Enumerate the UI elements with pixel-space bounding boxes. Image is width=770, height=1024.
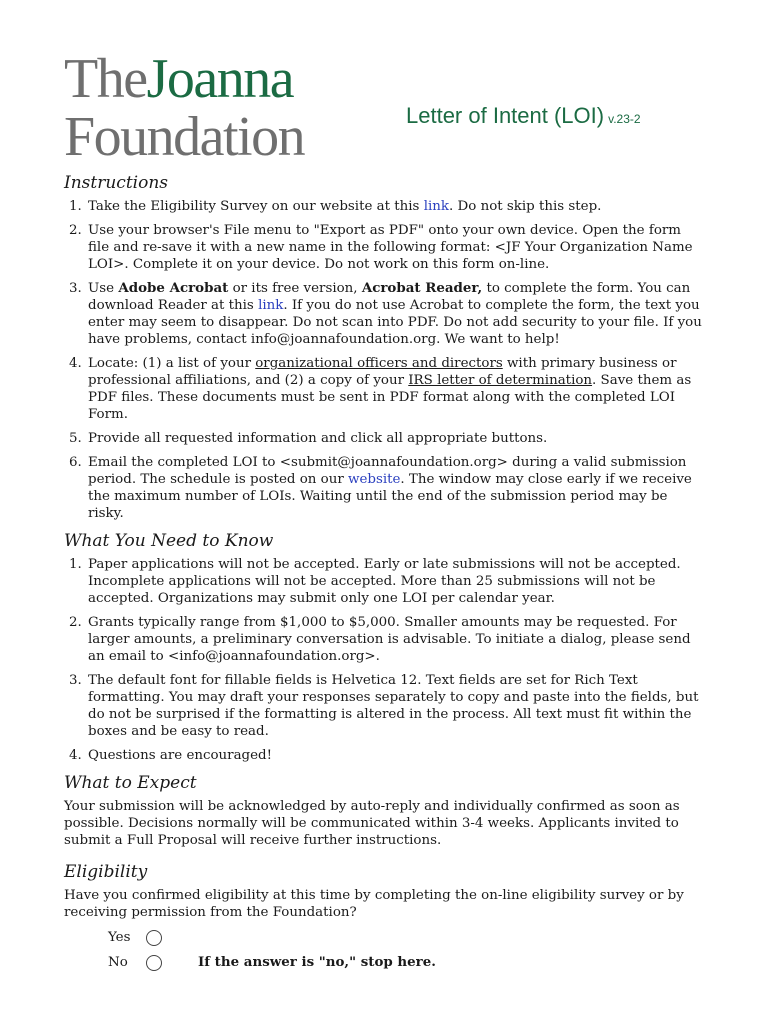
need-item-2: 2. Grants typically range from $1,000 to $5,000. Smaller amounts may be requested. For larger amounts, a preliminary conversation is advisable. To initiate a dialog, please send an email to <info@joannafoundation.org>.: [86, 614, 704, 665]
form-title-text: Letter of Intent (LOI): [406, 103, 605, 128]
form-content: [64, 172, 704, 975]
instruction-item-3: 3. Use Adobe Acrobat or its free version, Acrobat Reader, to complete the form. You can download Reader at this link. If you do not use Acrobat to complete the form, the text you enter may seem to disappear. Do not scan into PDF. Do not add security to your file. If you have problems, contact info@joannafoundation.org. We want to help!: [86, 280, 704, 348]
instruction-item-4: 4. Locate: (1) a list of your organizational officers and directors with primary business or professional affiliations, and (2) a copy of your IRS letter of determination. Save them as PDF files. These documents must be sent in PDF format along with the completed LOI Form.: [86, 355, 704, 423]
logo-foundation: Foundation: [64, 106, 305, 168]
expect-text: Your submission will be acknowledged by auto-reply and individually confirmed as soon as possible. Decisions normally will be communicated within 3-4 weeks. Applicants invited to submit a Full Proposal will receive further instructions.: [64, 799, 680, 848]
no-label: No: [108, 955, 128, 970]
logo-joanna: Joanna: [146, 48, 294, 110]
schedule-website-link[interactable]: website: [347, 472, 401, 487]
no-radio[interactable]: [146, 955, 162, 971]
instructions-list: [64, 198, 704, 522]
form-version: v.23-2: [608, 112, 641, 126]
need-item-1: 1. Paper applications will not be accepted. Early or late submissions will not be accepted. Incomplete applications will not be accepted. More than 25 submissions will not be accepted. Organizations may submit only one LOI per calendar year.: [86, 556, 704, 607]
reader-download-link[interactable]: link: [258, 298, 284, 313]
eligibility-no-option: [108, 950, 704, 975]
instruction-item-1: 1. Take the Eligibility Survey on our website at this link. Do not skip this step.: [86, 198, 704, 215]
eligibility-heading: Eligibility: [64, 862, 148, 882]
form-title: [406, 103, 641, 129]
instruction-item-6: 6. Email the completed LOI to <submit@joannafoundation.org> during a valid submission period. The schedule is posted on our website. The window may close early if we receive the maximum number of LOIs. Waiting until the end of the submission period may be risky.: [86, 454, 704, 522]
need-item-3: 3. The default font for fillable fields is Helvetica 12. Text fields are set for Rich Text formatting. You may draft your responses separately to copy and paste into the fields, but do not be surprised if the formatting is altered in the process. All text must fit within the boxes and be easy to read.: [86, 672, 704, 740]
eligibility-options: [108, 925, 704, 975]
yes-label: Yes: [108, 930, 131, 945]
foundation-logo: [64, 50, 304, 166]
need-item-4: 4. Questions are encouraged!: [86, 747, 704, 764]
eligibility-question: Have you confirmed eligibility at this time by completing the on-line eligibility survey or by receiving permission from the Foundation?: [64, 888, 684, 920]
need-to-know-heading: What You Need to Know: [64, 531, 274, 551]
yes-radio[interactable]: [146, 930, 162, 946]
eligibility-yes-option: [108, 925, 704, 950]
need-to-know-list: [64, 556, 704, 764]
stop-note: If the answer is "no," stop here.: [198, 954, 436, 970]
expect-heading: What to Expect: [64, 773, 197, 793]
instruction-item-2: 2. Use your browser's File menu to "Export as PDF" onto your own device. Open the form file and re-save it with a new name in the following format: <JF Your Organization Name LOI>. Complete it on your device. Do not work on this form on-line.: [86, 222, 704, 273]
eligibility-survey-link[interactable]: link: [423, 199, 449, 214]
instructions-heading: Instructions: [64, 173, 168, 193]
logo-the: The: [64, 48, 147, 110]
instruction-item-5: 5. Provide all requested information and click all appropriate buttons.: [86, 430, 704, 447]
